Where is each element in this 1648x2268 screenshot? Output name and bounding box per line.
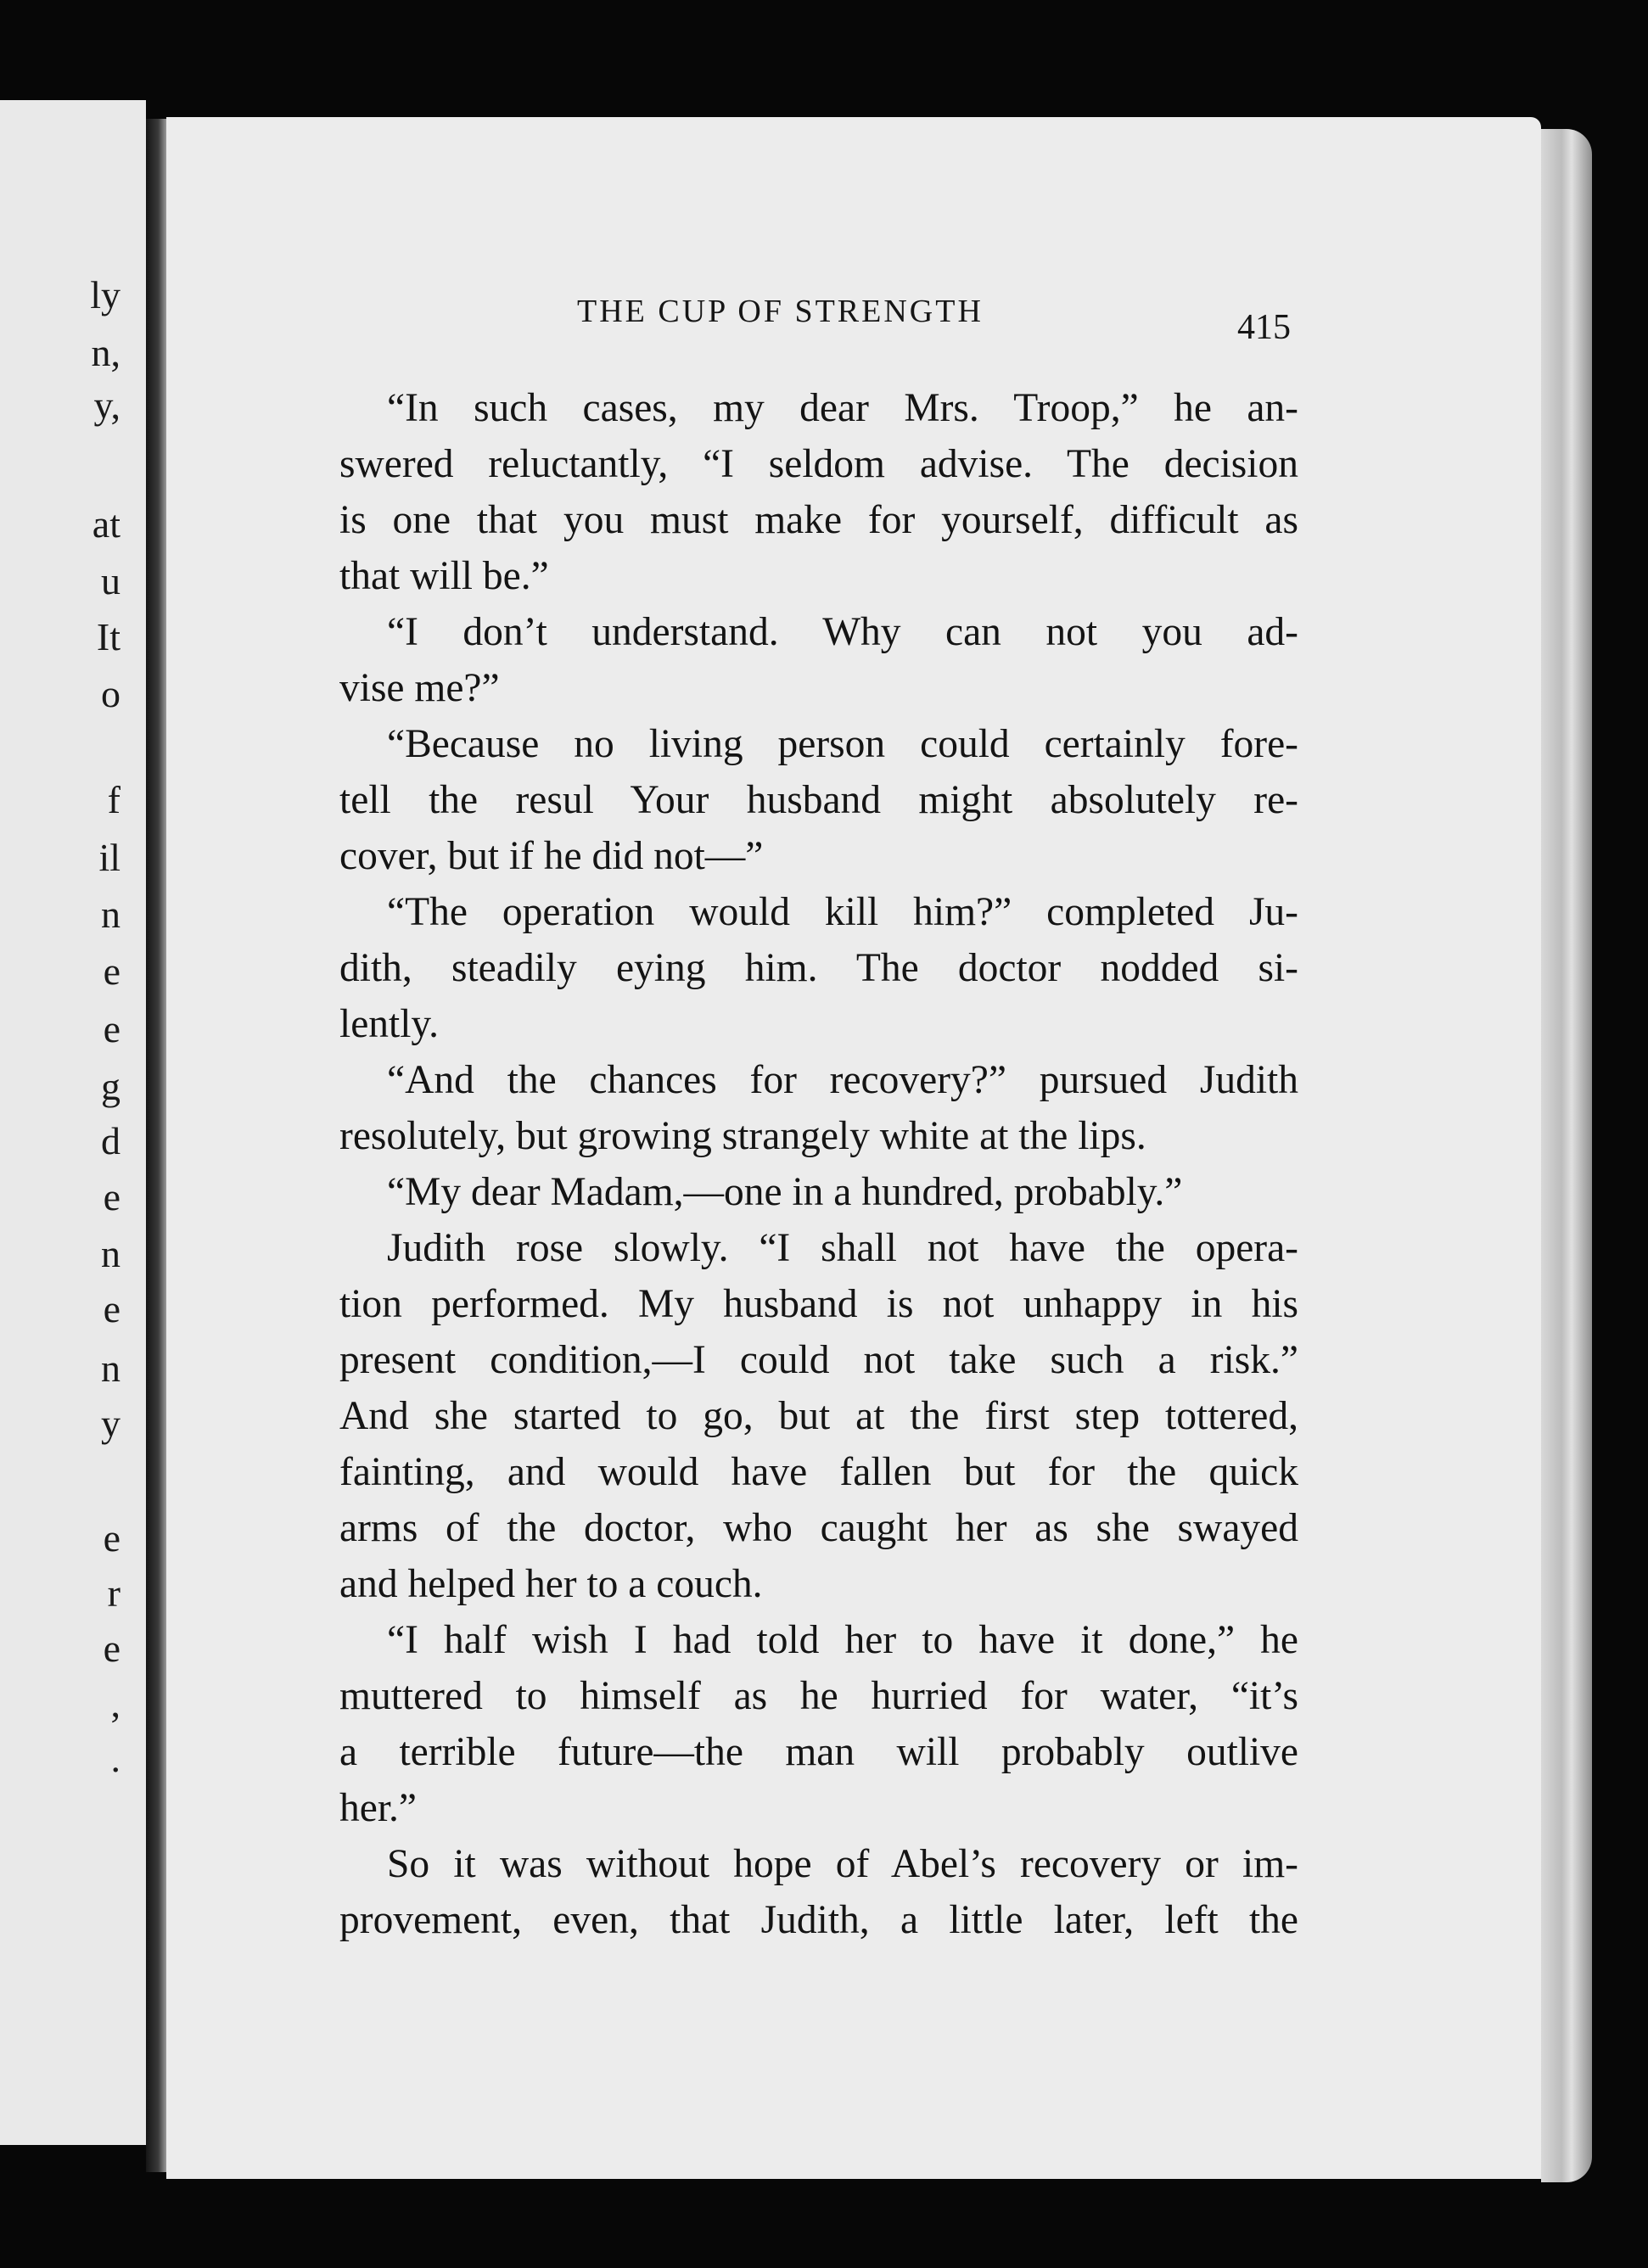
text-line: that will be.”	[339, 554, 549, 598]
text-line: vise me?”	[339, 666, 500, 710]
left-edge-fragment: g	[101, 1065, 121, 1108]
body-text	[339, 380, 1298, 1948]
left-edge-fragment: il	[98, 836, 121, 879]
left-edge-fragment: n	[101, 1347, 121, 1390]
text-line: fainting, and would have fallen but for the quick	[339, 1450, 1298, 1494]
page-number: 415	[1237, 308, 1291, 347]
text-line: tell the resul Your husband might absolutely re-	[339, 778, 1298, 822]
text-line: tion performed. My husband is not unhappy in his	[339, 1282, 1298, 1326]
left-edge-fragment: at	[92, 502, 121, 546]
running-head: THE CUP OF STRENGTH	[577, 294, 984, 329]
left-edge-fragment: e	[103, 1627, 121, 1670]
left-edge-fragment: u	[101, 559, 121, 602]
text-line: resolutely, but growing strangely white at the lips.	[339, 1114, 1146, 1158]
text-line: dith, steadily eying him. The doctor nodded si-	[339, 946, 1298, 990]
left-edge-fragment: n,	[91, 331, 121, 374]
left-edge-fragment: f	[107, 778, 121, 821]
text-line: “Because no living person could certainly fore-	[387, 722, 1298, 766]
text-line: muttered to himself as he hurried for water, “it’s	[339, 1674, 1298, 1718]
text-line: “I half wish I had told her to have it done,” he	[387, 1618, 1298, 1662]
left-edge-fragment: e	[103, 949, 121, 993]
left-edge-fragment: y	[101, 1402, 121, 1445]
text-line: “I don’t understand. Why can not you ad-	[387, 610, 1298, 654]
text-line: present condition,—I could not take such a risk.”	[339, 1338, 1298, 1382]
left-edge-fragment: n	[101, 1232, 121, 1275]
left-facing-page	[0, 100, 146, 2145]
text-line: “My dear Madam,—one in a hundred, probably.”	[387, 1170, 1183, 1214]
page-block-edge	[1541, 129, 1592, 2182]
left-edge-fragment: e	[103, 1175, 121, 1218]
text-line: “And the chances for recovery?” pursued Judith	[387, 1058, 1298, 1102]
text-line: cover, but if he did not—”	[339, 834, 764, 878]
left-edge-fragment: d	[101, 1119, 121, 1162]
left-edge-fragment: o	[101, 672, 121, 715]
left-edge-fragment: ,	[110, 1682, 121, 1725]
left-edge-fragment: It	[96, 615, 121, 658]
left-page-edge-text	[0, 100, 136, 2145]
text-line: And she started to go, but at the first step tottered,	[339, 1394, 1298, 1438]
left-edge-fragment: ly	[90, 273, 121, 316]
left-edge-fragment: y,	[93, 384, 121, 427]
text-line: a terrible future—the man will probably outlive	[339, 1730, 1298, 1774]
text-line: Judith rose slowly. “I shall not have the opera-	[387, 1226, 1298, 1270]
text-line: “In such cases, my dear Mrs. Troop,” he an-	[387, 386, 1298, 430]
text-line: provement, even, that Judith, a little later, left the	[339, 1898, 1298, 1942]
left-edge-fragment: .	[110, 1737, 121, 1780]
text-line: arms of the doctor, who caught her as she swayed	[339, 1506, 1298, 1550]
text-line: is one that you must make for yourself, difficult as	[339, 498, 1298, 542]
left-edge-fragment: e	[103, 1007, 121, 1050]
text-line: her.”	[339, 1786, 417, 1830]
text-line: “The operation would kill him?” completed Ju-	[387, 890, 1298, 934]
left-edge-fragment: e	[103, 1516, 121, 1560]
text-line: lently.	[339, 1002, 439, 1046]
left-edge-fragment: n	[101, 893, 121, 936]
book-gutter	[146, 119, 166, 2172]
left-edge-fragment: r	[107, 1571, 121, 1615]
text-line: and helped her to a couch.	[339, 1562, 763, 1606]
text-line: swered reluctantly, “I seldom advise. The decision	[339, 442, 1298, 486]
text-line: So it was without hope of Abel’s recovery or im-	[387, 1842, 1298, 1886]
left-edge-fragment: e	[103, 1287, 121, 1330]
